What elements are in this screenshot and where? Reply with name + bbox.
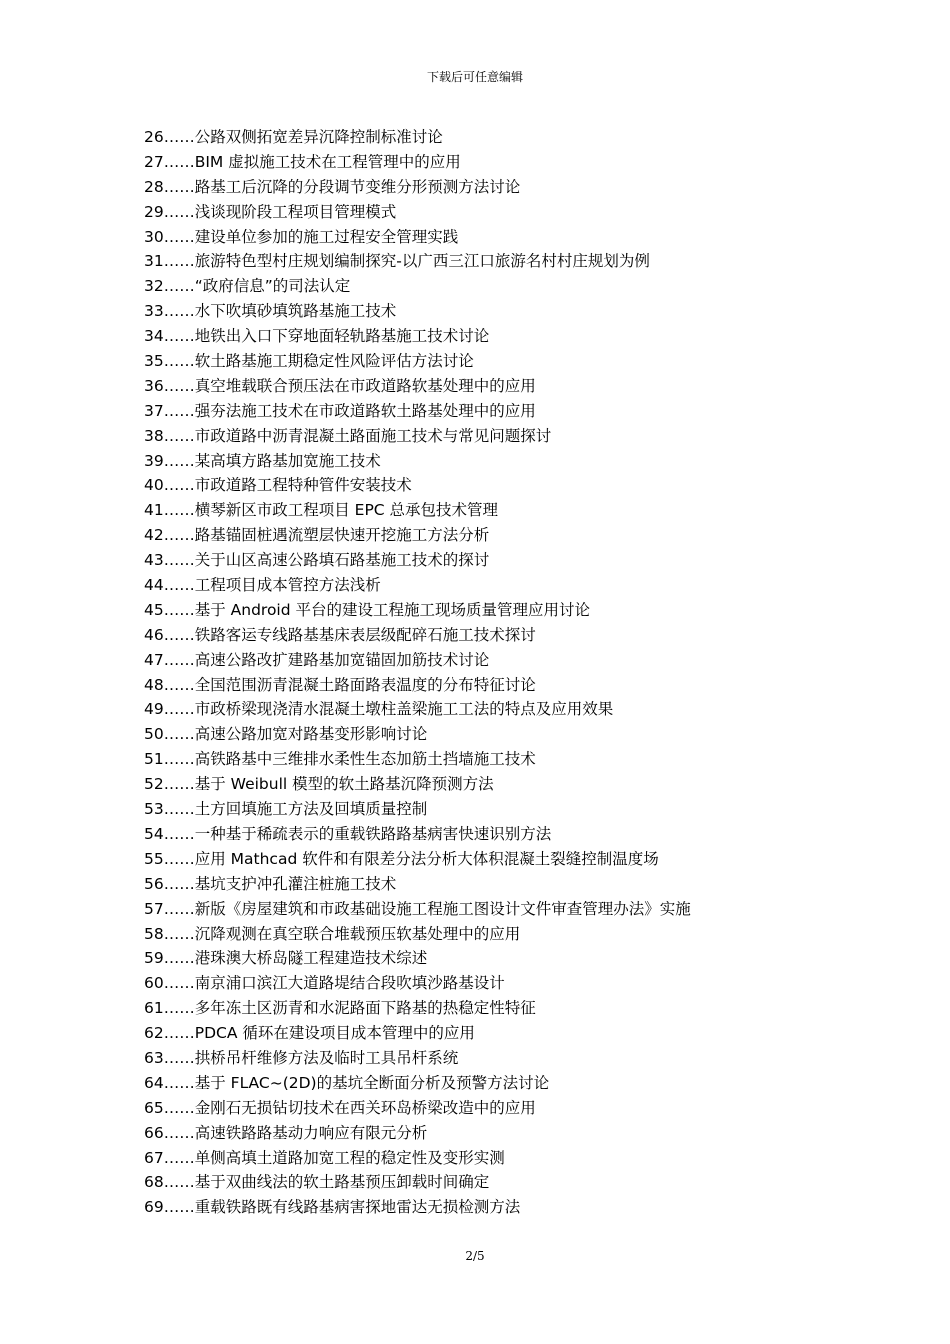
toc-list (144, 125, 691, 1220)
toc-item: 42……路基锚固桩遇流塑层快速开挖施工方法分析 (144, 526, 490, 545)
toc-item: 34……地铁出入口下穿地面轻轨路基施工技术讨论 (144, 327, 490, 346)
toc-item: 31……旅游特色型村庄规划编制探究-以广西三江口旅游名村村庄规划为例 (144, 252, 650, 271)
toc-item: 58……沉降观测在真空联合堆载预压软基处理中的应用 (144, 924, 521, 943)
toc-item: 32……“政府信息”的司法认定 (144, 277, 351, 296)
toc-item: 57……新版《房屋建筑和市政基础设施工程施工图设计文件审查管理办法》实施 (144, 899, 691, 918)
toc-item: 36……真空堆载联合预压法在市政道路软基处理中的应用 (144, 376, 536, 395)
toc-item: 30……建设单位参加的施工过程安全管理实践 (144, 227, 459, 246)
toc-item: 59……港珠澳大桥岛隧工程建造技术综述 (144, 949, 428, 968)
toc-item: 35……软土路基施工期稳定性风险评估方法讨论 (144, 352, 474, 371)
toc-item: 67……单侧高填土道路加宽工程的稳定性及变形实测 (144, 1148, 505, 1167)
toc-item: 28……路基工后沉降的分段调节变维分形预测方法讨论 (144, 177, 521, 196)
toc-item: 56……基坑支护冲孔灌注桩施工技术 (144, 874, 397, 893)
toc-item: 45……基于 Android 平台的建设工程施工现场质量管理应用讨论 (144, 600, 591, 619)
toc-item: 41……横琴新区市政工程项目 EPC 总承包技术管理 (144, 501, 499, 520)
toc-item: 40……市政道路工程特种管件安装技术 (144, 476, 412, 495)
toc-item: 46……铁路客运专线路基基床表层级配碎石施工技术探讨 (144, 625, 536, 644)
toc-item: 48……全国范围沥青混凝土路面路表温度的分布特征讨论 (144, 675, 536, 694)
toc-item: 68……基于双曲线法的软土路基预压卸载时间确定 (144, 1173, 490, 1192)
toc-item: 49……市政桥梁现浇清水混凝土墩柱盖梁施工工法的特点及应用效果 (144, 700, 614, 719)
toc-item: 53……土方回填施工方法及回填质量控制 (144, 800, 428, 819)
toc-item: 63……拱桥吊杆维修方法及临时工具吊杆系统 (144, 1048, 459, 1067)
toc-item: 51……高铁路基中三维排水柔性生态加筋土挡墙施工技术 (144, 750, 536, 769)
toc-item: 54……一种基于稀疏表示的重载铁路路基病害快速识别方法 (144, 824, 552, 843)
toc-item: 62……PDCA 循环在建设项目成本管理中的应用 (144, 1024, 475, 1043)
page-number: 2/5 (465, 1249, 485, 1263)
toc-item: 52……基于 Weibull 模型的软土路基沉降预测方法 (144, 775, 494, 794)
toc-item: 43……关于山区高速公路填石路基施工技术的探讨 (144, 551, 490, 570)
toc-item: 61……多年冻土区沥青和水泥路面下路基的热稳定性特征 (144, 999, 536, 1018)
toc-item: 26……公路双侧拓宽差异沉降控制标准讨论 (144, 128, 443, 146)
toc-item: 55……应用 Mathcad 软件和有限差分法分析大体积混凝土裂缝控制温度场 (144, 849, 659, 868)
toc-item: 37……强夯法施工技术在市政道路软土路基处理中的应用 (144, 401, 536, 420)
toc-item: 38……市政道路中沥青混凝土路面施工技术与常见问题探讨 (144, 426, 552, 445)
toc-item: 66……高速铁路路基动力响应有限元分析 (144, 1123, 428, 1142)
toc-item: 29……浅谈现阶段工程项目管理模式 (144, 202, 397, 221)
toc-item: 60……南京浦口滨江大道路堤结合段吹填沙路基设计 (144, 974, 505, 993)
toc-item: 44……工程项目成本管控方法浅析 (144, 576, 381, 595)
toc-item: 65……金刚石无损钻切技术在西关环岛桥梁改造中的应用 (144, 1098, 536, 1117)
toc-item: 39……某高填方路基加宽施工技术 (144, 451, 381, 470)
toc-item: 27……BIM 虚拟施工技术在工程管理中的应用 (144, 152, 461, 171)
toc-item: 69……重载铁路既有线路基病害探地雷达无损检测方法 (144, 1198, 521, 1217)
toc-item: 33……水下吹填砂填筑路基施工技术 (144, 302, 397, 321)
toc-item: 47……高速公路改扩建路基加宽锚固加筋技术讨论 (144, 650, 490, 669)
toc-item: 64……基于 FLAC~(2D)的基坑全断面分析及预警方法讨论 (144, 1073, 550, 1092)
toc-item: 50……高速公路加宽对路基变形影响讨论 (144, 725, 428, 744)
page-header: 下载后可任意编辑 (426, 70, 523, 84)
